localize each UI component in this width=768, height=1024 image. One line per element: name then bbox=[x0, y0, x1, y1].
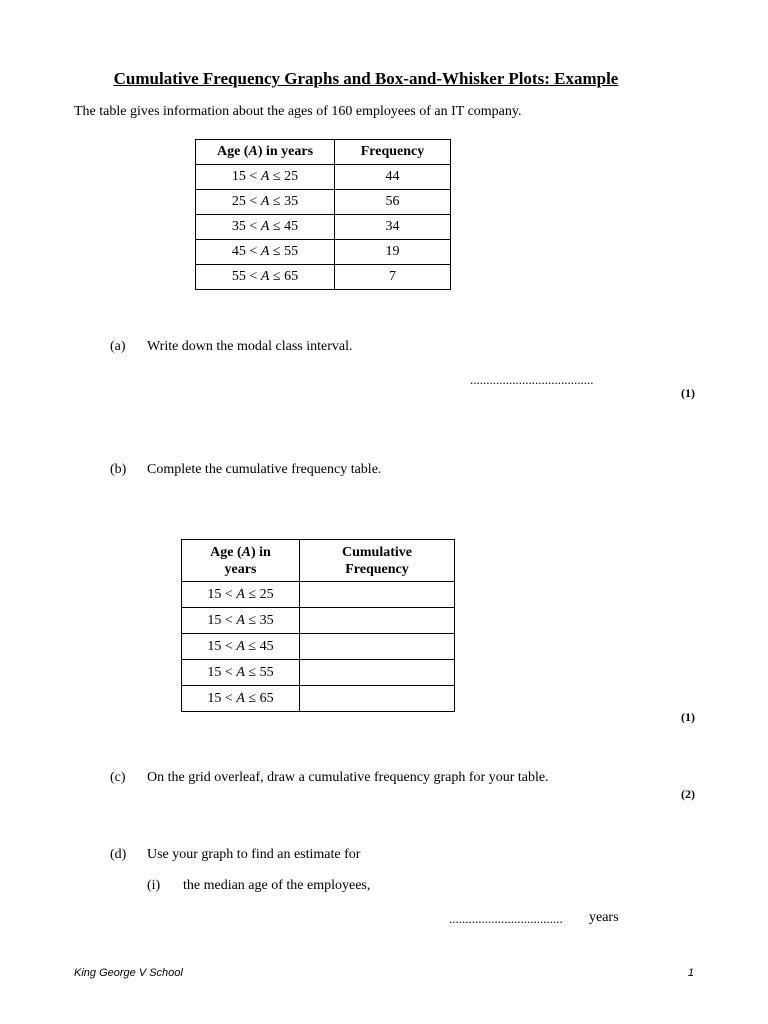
table-header-row bbox=[182, 540, 455, 582]
age-interval-cell: 45 < A ≤ 55 bbox=[196, 240, 335, 265]
answer-unit-years: years bbox=[589, 910, 619, 925]
frequency-cell: 19 bbox=[335, 240, 451, 265]
table-row bbox=[182, 582, 455, 608]
table-header-row bbox=[196, 140, 451, 165]
table-row bbox=[196, 165, 451, 190]
question-d-i-text: the median age of the employees, bbox=[183, 878, 371, 893]
question-a-label: (a) bbox=[110, 339, 126, 354]
table-row bbox=[182, 660, 455, 686]
table-row bbox=[196, 265, 451, 290]
question-c-text: On the grid overleaf, draw a cumulative frequency graph for your table. bbox=[147, 770, 549, 785]
marks-a: (1) bbox=[681, 386, 695, 400]
frequency-cell: 44 bbox=[335, 165, 451, 190]
age-interval-cell: 15 < A ≤ 65 bbox=[182, 686, 300, 712]
cumulative-frequency-cell[interactable] bbox=[300, 634, 455, 660]
frequency-table bbox=[195, 139, 451, 290]
table-row bbox=[196, 190, 451, 215]
question-b-text: Complete the cumulative frequency table. bbox=[147, 462, 382, 477]
answer-line-a[interactable]: ...................................... bbox=[470, 372, 594, 387]
age-interval-cell: 15 < A ≤ 35 bbox=[182, 608, 300, 634]
footer-school: King George V School bbox=[74, 967, 183, 979]
cumulative-frequency-cell[interactable] bbox=[300, 608, 455, 634]
cumulative-frequency-table bbox=[181, 539, 455, 712]
frequency-cell: 56 bbox=[335, 190, 451, 215]
frequency-cell: 7 bbox=[335, 265, 451, 290]
table-row bbox=[182, 634, 455, 660]
cf-header-line1: Cumulative bbox=[342, 544, 412, 560]
age-header-line2: years bbox=[224, 561, 257, 577]
question-d-label: (d) bbox=[110, 847, 127, 862]
table-row bbox=[196, 215, 451, 240]
question-d-i-label: (i) bbox=[147, 878, 161, 893]
cumulative-frequency-header bbox=[300, 540, 455, 582]
age-interval-cell: 15 < A ≤ 55 bbox=[182, 660, 300, 686]
age-interval-cell: 15 < A ≤ 25 bbox=[196, 165, 335, 190]
frequency-header: Frequency bbox=[335, 140, 451, 165]
question-b-label: (b) bbox=[110, 462, 127, 477]
question-c-label: (c) bbox=[110, 770, 126, 785]
intro-text: The table gives information about the ages of 160 employees of an IT company. bbox=[74, 104, 522, 119]
age-header: Age (A) in years bbox=[182, 540, 300, 582]
age-interval-cell: 35 < A ≤ 45 bbox=[196, 215, 335, 240]
age-interval-cell: 25 < A ≤ 35 bbox=[196, 190, 335, 215]
frequency-cell: 34 bbox=[335, 215, 451, 240]
marks-c: (2) bbox=[681, 787, 695, 801]
question-a-text: Write down the modal class interval. bbox=[147, 339, 353, 354]
marks-b: (1) bbox=[681, 710, 695, 724]
cumulative-frequency-cell[interactable] bbox=[300, 660, 455, 686]
age-interval-cell: 15 < A ≤ 25 bbox=[182, 582, 300, 608]
cf-header-line2: Frequency bbox=[345, 561, 409, 577]
cumulative-frequency-cell[interactable] bbox=[300, 686, 455, 712]
answer-line-d-i[interactable]: ................................... bbox=[449, 911, 563, 926]
table-row bbox=[182, 608, 455, 634]
table-row bbox=[182, 686, 455, 712]
age-header: Age (A) in years bbox=[196, 140, 335, 165]
question-d-text: Use your graph to find an estimate for bbox=[147, 847, 361, 862]
page-number: 1 bbox=[687, 967, 694, 979]
table-row bbox=[196, 240, 451, 265]
age-interval-cell: 15 < A ≤ 45 bbox=[182, 634, 300, 660]
cumulative-frequency-cell[interactable] bbox=[300, 582, 455, 608]
age-interval-cell: 55 < A ≤ 65 bbox=[196, 265, 335, 290]
page-title: Cumulative Frequency Graphs and Box-and-Whisker Plots: Example bbox=[113, 69, 619, 88]
